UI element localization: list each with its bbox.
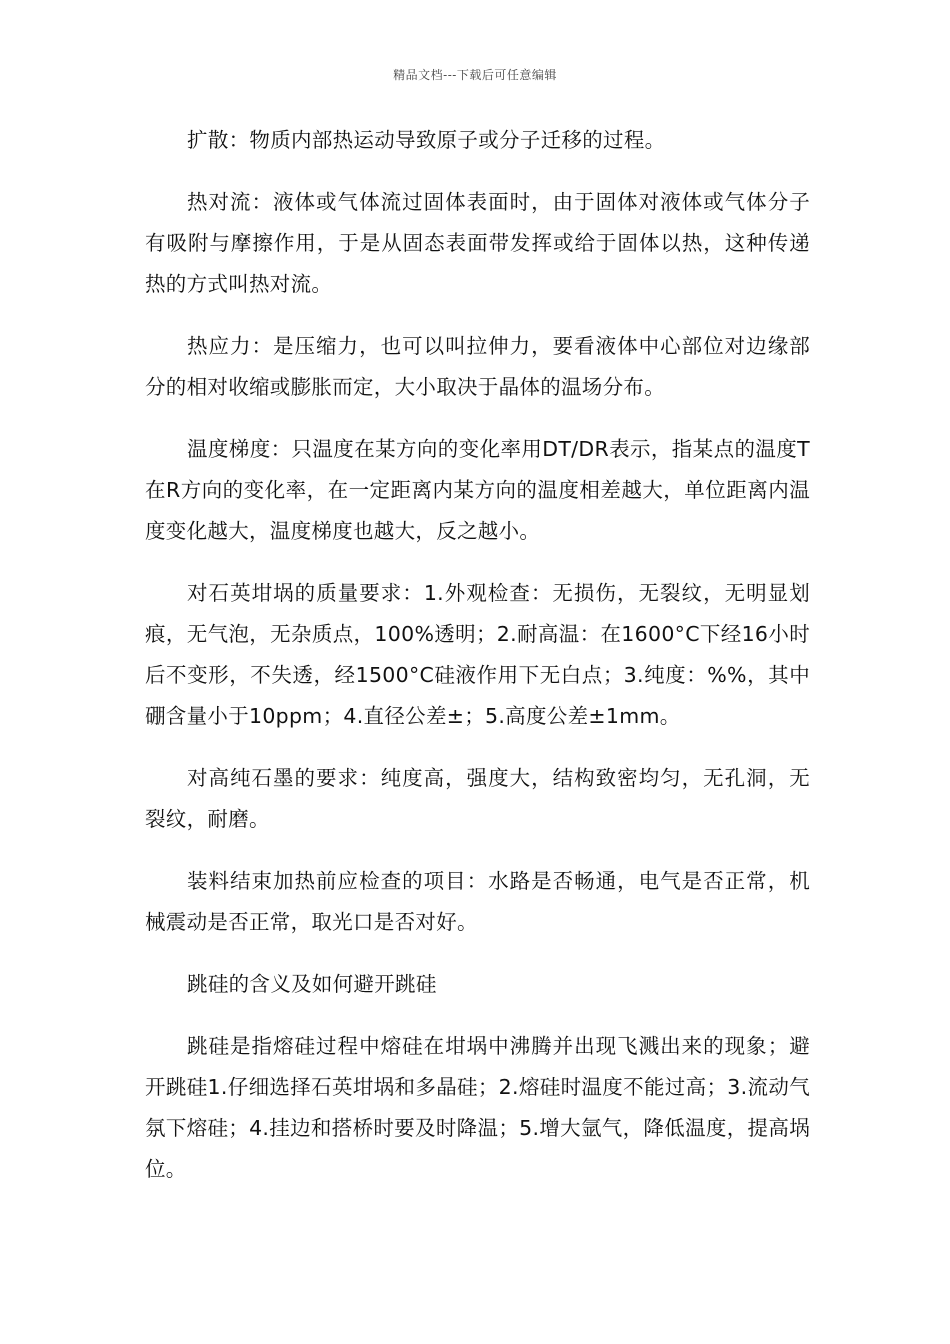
paragraph-diffusion: 扩散：物质内部热运动导致原子或分子迁移的过程。 [187,128,666,152]
paragraph-heat-convection: 热对流：液体或气体流过固体表面时，由于固体对液体或气体分子有吸附与摩擦作用，于是从固态表面带发挥或给于固体以热，这种传递热的方式叫热对流。 [145,190,810,296]
paragraph-quartz-crucible-requirements: 对石英坩埚的质量要求：1.外观检查：无损伤，无裂纹，无明显划痕，无气泡，无杂质点，100%透明；2.耐高温：在1600°C下经16小时后不变形，不失透，经1500°C硅液作用下无白点；3.纯度：%%，其中硼含量小于10ppm；4.直径公差±；5.高度公差±1mm。 [145,581,810,728]
paragraph-thermal-stress: 热应力：是压缩力，也可以叫拉伸力，要看液体中心部位对边缘部分的相对收缩或膨胀而定，大小取决于晶体的温场分布。 [145,334,810,399]
paragraph-silicon-jump-explanation: 跳硅是指熔硅过程中熔硅在坩埚中沸腾并出现飞溅出来的现象；避开跳硅1.仔细选择石英坩埚和多晶硅；2.熔硅时温度不能过高；3.流动气氛下熔硅；4.挂边和搭桥时要及时降温；5.增大氩气，降低温度，提高埚位。 [145,1034,810,1181]
document-body [145,120,810,1211]
page-header: 精品文档---下载后可任意编辑 [393,68,557,82]
paragraph-silicon-jump-heading: 跳硅的含义及如何避开跳硅 [187,972,437,996]
paragraph-temperature-gradient: 温度梯度：只温度在某方向的变化率用DT/DR表示，指某点的温度T在R方向的变化率，在一定距离内某方向的温度相差越大，单位距离内温度变化越大，温度梯度也越大，反之越小。 [145,437,810,543]
paragraph-graphite-requirements: 对高纯石墨的要求：纯度高，强度大，结构致密均匀，无孔洞，无裂纹，耐磨。 [145,766,810,831]
paragraph-pre-heating-checks: 装料结束加热前应检查的项目：水路是否畅通，电气是否正常，机械震动是否正常，取光口是否对好。 [145,869,810,934]
